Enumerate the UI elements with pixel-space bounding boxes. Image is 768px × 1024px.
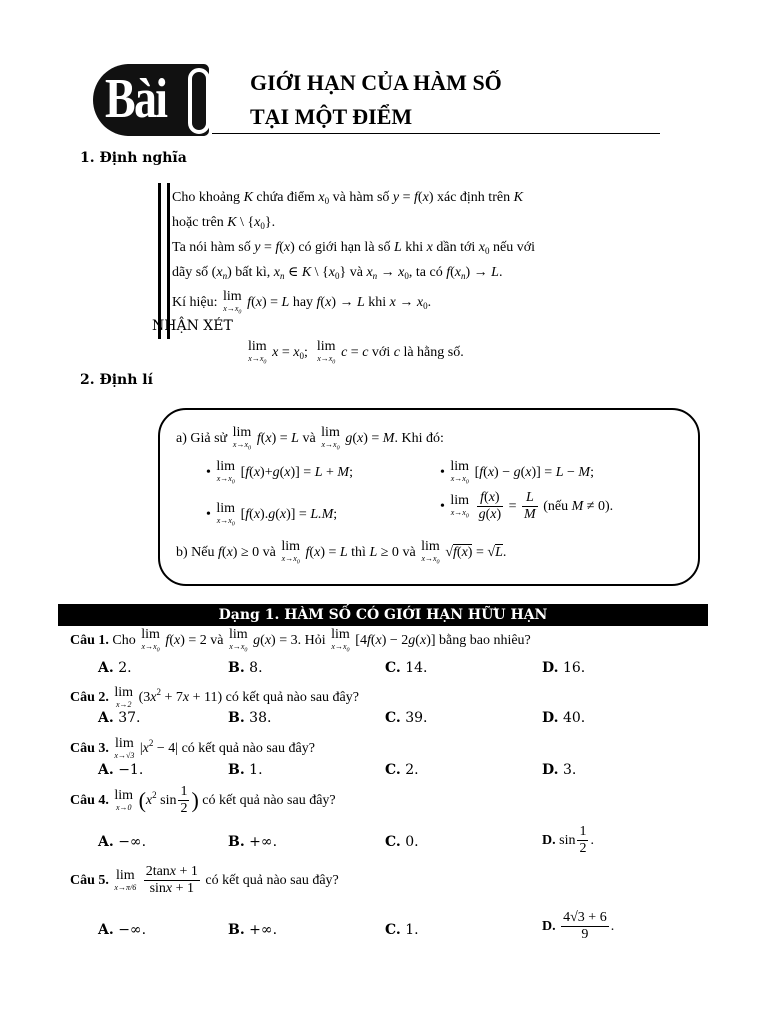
remark-formula: lim $x\to x_0$ $x = x_0$; lim $x\to x_0$ c = c với c là hằng số. [248, 339, 464, 366]
q5-option-a[interactable]: A. −∞. [98, 922, 147, 938]
title-underline [212, 133, 660, 134]
q1-option-a[interactable]: A. 2. [98, 660, 132, 676]
section-banner-text: Dạng 1. HÀM SỐ CÓ GIỚI HẠN HỮU HẠN [218, 607, 548, 623]
lesson-badge-text: Bài 2 [105, 68, 167, 196]
q4-option-d[interactable]: D. sin $\frac{1}{2}$ . [542, 824, 594, 857]
theorem-sum-rule: • lim $x\to x_0$ [f(x)+g(x)] = L + M; [206, 459, 353, 486]
q4-option-a[interactable]: A. −∞. [98, 834, 147, 850]
q2-option-d[interactable]: D. 40. [542, 710, 586, 726]
q3-option-c[interactable]: C. 2. [385, 762, 419, 778]
badge-ring-white [188, 68, 210, 134]
def-line-2: hoặc trên K \ $\{x_0\}$. [172, 215, 276, 231]
q1-option-c[interactable]: C. 14. [385, 660, 428, 676]
theorem-quotient-rule: • lim $x\to x_0$ $\frac{f(x)}{g(x)}$ = $\frac{L}{M}$ (nếu M ≠ 0). [440, 490, 614, 523]
question-5: Câu 5. lim x→π/6 $\frac{2\tan x + 1}{\sin x + 1}$ có kết quả nào sau đây? [70, 864, 339, 897]
q2-option-b[interactable]: B. 38. [228, 710, 272, 726]
page-title-line2: TẠI MỘT ĐIỂM [250, 104, 413, 129]
def-line-5: Kí hiệu: lim $x\to x_0$ f(x) = L hay f(x) → L khi $x \to x_0$. [172, 289, 432, 316]
question-4: Câu 4. lim x→0 ($x^2$ sin $\frac{1}{2}$ ) có kết quả nào sau đây? [70, 784, 336, 817]
q3-option-a[interactable]: A. −1. [98, 762, 144, 778]
section1-heading: 1. Định nghĩa [80, 150, 187, 166]
q5-option-c[interactable]: C. 1. [385, 922, 419, 938]
q3-option-b[interactable]: B. 1. [228, 762, 263, 778]
def-line-1: Cho khoảng K chứa điểm $x_0$ và hàm số y = f(x) xác định trên K [172, 190, 523, 206]
def-line-3: Ta nói hàm số y = f(x) có giới hạn là số L khi x dần tới $x_0$ nếu với [172, 240, 536, 256]
question-3: Câu 3. lim x→√3 $|x^2 - 4|$ có kết quả nào sau đây? [70, 736, 315, 761]
theorem-b-line: b) Nếu f(x) ≥ 0 và lim $x\to x_0$ f(x) = L thì L ≥ 0 và lim $x\to x_0$ √f(x) = √L. [176, 539, 507, 566]
q2-option-a[interactable]: A. 37. [98, 710, 141, 726]
q4-option-c[interactable]: C. 0. [385, 834, 419, 850]
q4-option-b[interactable]: B. +∞. [228, 834, 278, 850]
remark-heading: NHẬN XÉT [152, 318, 233, 334]
q5-option-b[interactable]: B. +∞. [228, 922, 278, 938]
q2-option-c[interactable]: C. 39. [385, 710, 428, 726]
q1-option-d[interactable]: D. 16. [542, 660, 586, 676]
theorem-product-rule: • lim $x\to x_0$ [f(x).g(x)] = L.M; [206, 501, 338, 528]
page-title-line1: GIỚI HẠN CỦA HÀM SỐ [250, 70, 502, 95]
theorem-diff-rule: • lim $x\to x_0$ [f(x) − g(x)] = L − M; [440, 459, 594, 486]
def-line-4: dãy số $(x_n)$ bất kì, $x_n$ ∈ K \ $\{x_0\}$ và $x_n \to x_0$, ta có $f(x_n) \to L$. [172, 265, 503, 281]
definition-bar [158, 183, 170, 339]
theorem-a-line: a) Giả sử lim $x\to x_0$ f(x) = L và lim $x\to x_0$ g(x) = M. Khi đó: [176, 425, 444, 452]
section-banner [58, 604, 708, 626]
question-1: Câu 1. Cho lim $x\to x_0$ f(x) = 2 và lim $x\to x_0$ g(x) = 3. Hỏi lim $x\to x_0$ [4f(x) − 2g(x)] bằng bao nhiêu? [70, 627, 531, 654]
question-2: Câu 2. lim x→2 $(3x^2 + 7x + 11)$ có kết quả nào sau đây? [70, 685, 359, 710]
q3-option-d[interactable]: D. 3. [542, 762, 577, 778]
q5-option-d[interactable]: D. $\frac{4√3 + 6}{9}$ . [542, 910, 615, 943]
section2-heading: 2. Định lí [80, 372, 153, 388]
q1-option-b[interactable]: B. 8. [228, 660, 263, 676]
